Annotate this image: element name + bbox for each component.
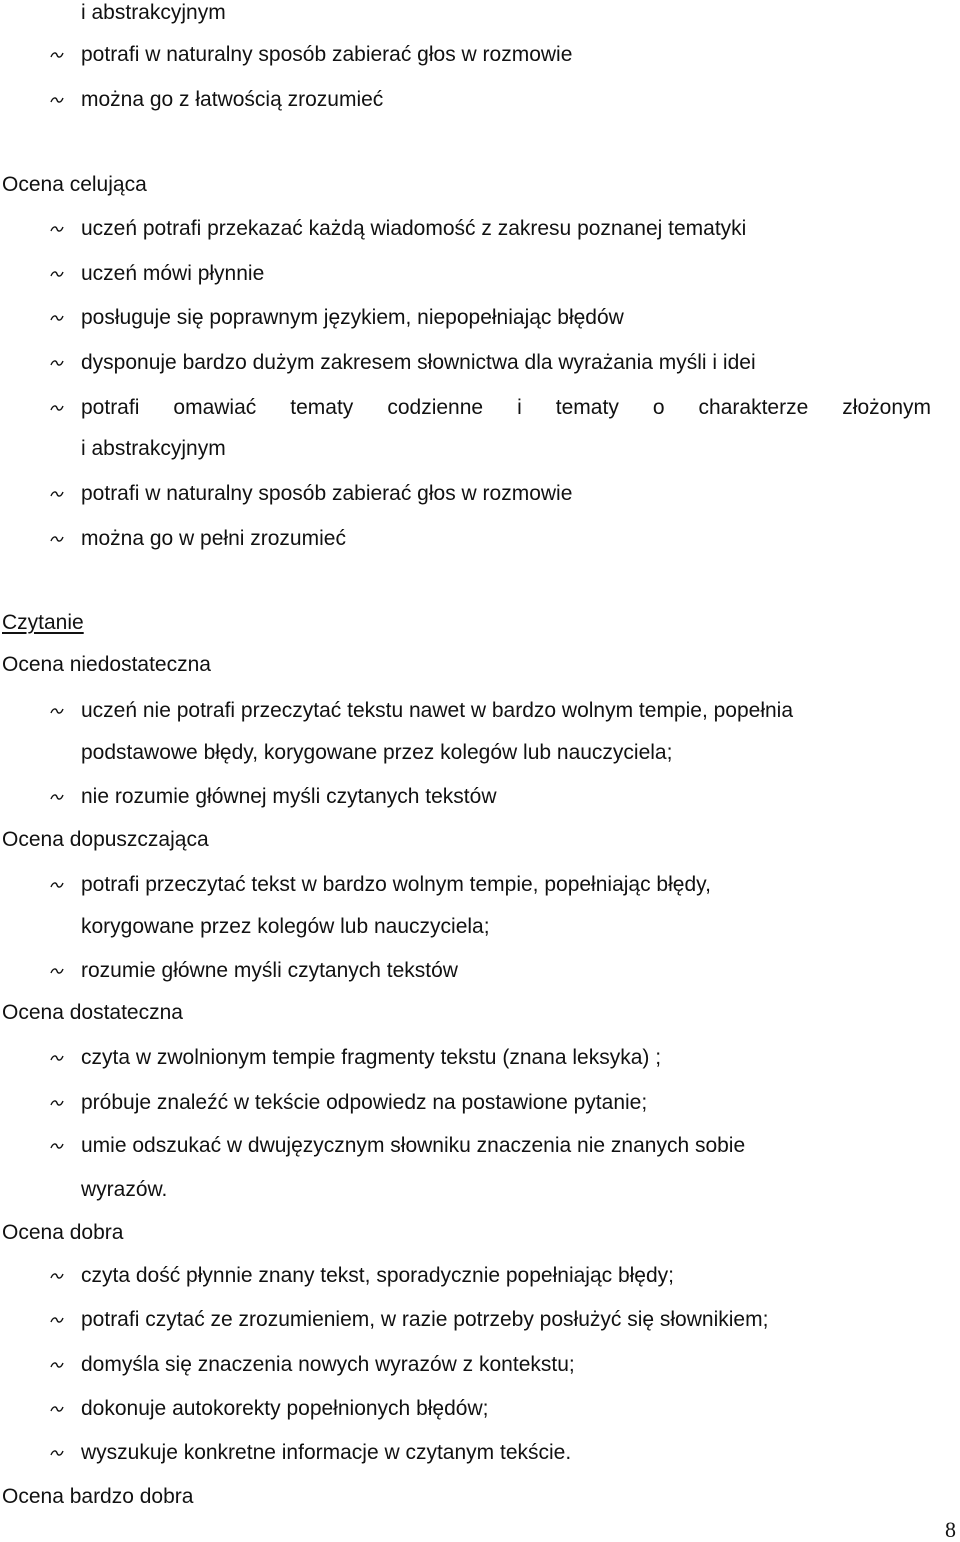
list-item-text: potrafi omawiać tematy codzienne i tematy o charakterze złożonym — [81, 396, 931, 419]
tilde-icon — [50, 1352, 64, 1369]
list-item: próbuje znaleźć w tekście odpowiedz na postawione pytanie; — [81, 1091, 648, 1114]
tilde-icon — [50, 1045, 64, 1062]
grade-heading: Ocena niedostateczna — [2, 653, 211, 676]
tilde-icon — [50, 395, 64, 412]
page-number: 8 — [945, 1517, 956, 1542]
list-item: umie odszukać w dwujęzycznym słowniku znaczenia nie znanych sobie — [81, 1134, 746, 1157]
list-item: potrafi czytać ze zrozumieniem, w razie potrzeby posłużyć się słownikiem; — [81, 1308, 769, 1331]
grade-heading: Ocena bardzo dobra — [2, 1485, 194, 1508]
tilde-icon — [50, 1090, 64, 1107]
list-item: rozumie główne myśli czytanych tekstów — [81, 959, 458, 982]
tilde-icon — [50, 216, 64, 233]
list-item: domyśla się znaczenia nowych wyrazów z kontekstu; — [81, 1353, 575, 1376]
continuation-text: i abstrakcyjnym — [81, 437, 226, 460]
list-item: uczeń nie potrafi przeczytać tekstu nawet w bardzo wolnym tempie, popełnia — [81, 699, 794, 722]
list-item: dysponuje bardzo dużym zakresem słownictwa dla wyrażania myśli i idei — [81, 351, 756, 374]
continuation-text: i abstrakcyjnym — [81, 1, 226, 24]
tilde-icon — [50, 1396, 64, 1413]
grade-heading: Ocena dostateczna — [2, 1001, 183, 1024]
list-item: uczeń potrafi przekazać każdą wiadomość z zakresu poznanej tematyki — [81, 217, 747, 240]
tilde-icon — [50, 350, 64, 367]
tilde-icon — [50, 481, 64, 498]
tilde-icon — [50, 1133, 64, 1150]
tilde-icon — [50, 305, 64, 322]
tilde-icon — [50, 1307, 64, 1324]
tilde-icon — [50, 261, 64, 278]
list-item: czyta dość płynnie znany tekst, sporadycznie popełniając błędy; — [81, 1264, 675, 1287]
continuation-text: korygowane przez kolegów lub nauczyciela; — [81, 915, 490, 938]
list-item: można go w pełni zrozumieć — [81, 527, 346, 550]
tilde-icon — [50, 526, 64, 543]
grade-heading: Ocena dobra — [2, 1221, 124, 1244]
list-item: potrafi w naturalny sposób zabierać głos w rozmowie — [81, 43, 573, 66]
list-item: można go z łatwością zrozumieć — [81, 88, 384, 111]
list-item: uczeń mówi płynnie — [81, 262, 265, 285]
section-title: Czytanie — [2, 611, 84, 634]
list-item: posługuje się poprawnym językiem, niepopełniając błędów — [81, 306, 624, 329]
tilde-icon — [50, 42, 64, 59]
list-item: potrafi w naturalny sposób zabierać głos w rozmowie — [81, 482, 573, 505]
list-item: nie rozumie głównej myśli czytanych tekstów — [81, 785, 497, 808]
list-item: potrafi przeczytać tekst w bardzo wolnym tempie, popełniając błędy, — [81, 873, 711, 896]
tilde-icon — [50, 958, 64, 975]
tilde-icon — [50, 698, 64, 715]
tilde-icon — [50, 1440, 64, 1457]
list-item: wyszukuje konkretne informacje w czytanym tekście. — [81, 1441, 572, 1464]
grade-heading: Ocena dopuszczająca — [2, 828, 209, 851]
tilde-icon — [50, 87, 64, 104]
list-item — [81, 395, 931, 421]
tilde-icon — [50, 872, 64, 889]
tilde-icon — [50, 1263, 64, 1280]
grade-heading: Ocena celująca — [2, 173, 147, 196]
tilde-icon — [50, 784, 64, 801]
continuation-text: wyrazów. — [81, 1178, 168, 1201]
list-item: dokonuje autokorekty popełnionych błędów; — [81, 1397, 489, 1420]
list-item: czyta w zwolnionym tempie fragmenty tekstu (znana leksyka) ; — [81, 1046, 662, 1069]
continuation-text: podstawowe błędy, korygowane przez kolegów lub nauczyciela; — [81, 741, 673, 764]
